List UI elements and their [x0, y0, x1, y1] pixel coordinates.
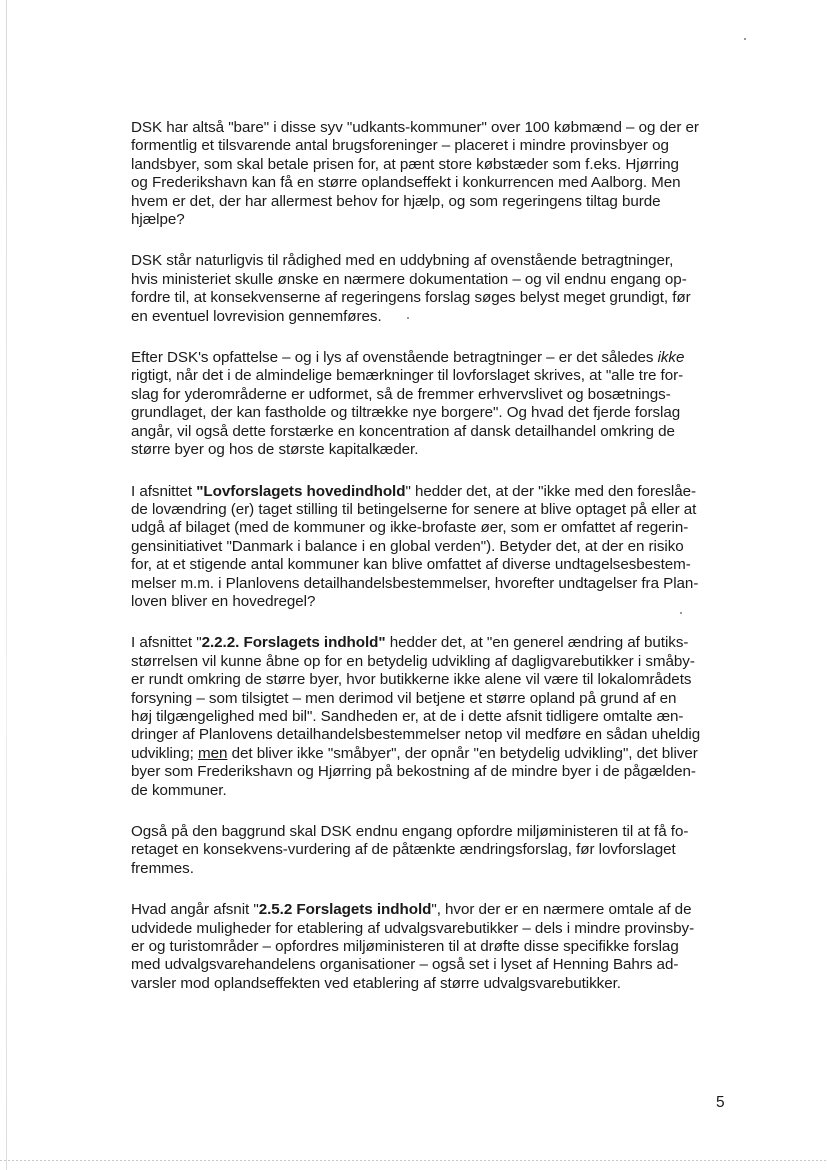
text-line — [131, 860, 743, 878]
text-line — [131, 841, 743, 859]
text-segment: hjælpe? — [131, 211, 185, 229]
text-segment: I afsnittet — [131, 482, 197, 500]
text-line — [131, 708, 743, 726]
scan-speck — [744, 38, 746, 40]
text-segment: for, at et stigende antal kommuner kan blive omfattet af diverse undtagelsesbestem- — [131, 556, 691, 574]
text-line — [131, 634, 743, 652]
text-line — [131, 404, 743, 422]
text-line — [131, 823, 743, 841]
text-line — [131, 137, 743, 155]
text-segment: slag for yderområderne er udformet, så de fremmer erhvervslivet og bosætnings- — [131, 385, 671, 403]
text-segment: de kommuner. — [131, 781, 227, 799]
text-line — [131, 975, 743, 993]
text-segment: dringer af Planlovens detailhandelsbestemmelser netop vil medføre en sådan uheldig — [131, 726, 701, 744]
text-segment: fremmes. — [131, 859, 194, 877]
text-line — [131, 575, 743, 593]
text-line — [131, 745, 743, 763]
text-line — [131, 501, 743, 519]
paragraph — [131, 252, 743, 326]
text-line — [131, 271, 743, 289]
text-segment: varsler mod oplandseffekten ved etablering af større udvalgsvarebutikker. — [131, 974, 621, 992]
text-line — [131, 726, 743, 744]
text-line — [131, 308, 743, 326]
bold-text: "Lovforslagets hovedindhold — [196, 482, 406, 500]
text-line — [131, 119, 743, 137]
scan-left-edge — [6, 0, 7, 1170]
text-line — [131, 556, 743, 574]
text-segment: " hedder det, at der "ikke med den foreslåe- — [405, 482, 697, 500]
paragraph — [131, 483, 743, 612]
text-segment: er rundt omkring de større byer, hvor butikkerne ikke alene vil være til lokalområdets — [131, 671, 692, 689]
text-segment: udgå af bilaget (med de kommuner og ikke-brofaste øer, som er omfattet af regerin- — [131, 519, 689, 537]
bold-text: 2.2.2. Forslagets indhold" — [201, 634, 386, 652]
text-segment: hvem er det, der har allermest behov for hjælp, og som regeringens tiltag burde — [131, 192, 661, 210]
text-segment: landsbyer, som skal betale prisen for, at pænt store købstæder som f.eks. Hjørring — [131, 155, 679, 173]
text-segment: udvidede muligheder for etablering af udvalgsvarebutikker – dels i mindre provinsby- — [131, 919, 695, 937]
text-line — [131, 441, 743, 459]
text-segment: DSK har altså "bare" i disse syv "udkants-kommuner" over 100 købmænd – og der er — [131, 119, 699, 136]
text-segment: loven bliver en hovedregel? — [131, 592, 316, 610]
text-line — [131, 386, 743, 404]
scan-bottom-edge — [0, 1160, 827, 1161]
text-line — [131, 519, 743, 537]
text-line — [131, 901, 743, 919]
text-segment: gensinitiativet "Danmark i balance i en global verden"). Betyder det, at der en risiko — [131, 537, 684, 555]
text-line — [131, 156, 743, 174]
text-segment: hedder det, at "en generel ændring af butiks- — [385, 634, 689, 652]
text-segment: Også på den baggrund skal DSK endnu engang opfordre miljøministeren til at få fo- — [131, 823, 689, 840]
text-line — [131, 938, 743, 956]
text-segment: ", hvor der er en nærmere omtale af de — [431, 901, 692, 919]
text-line — [131, 423, 743, 441]
text-segment: forsyning – som tilsigtet – men derimod vil betjene et større opland på grund af en — [131, 689, 677, 707]
text-line — [131, 653, 743, 671]
text-segment: større byer og hos de største kapitalkæder. — [131, 441, 419, 459]
text-segment: byer som Frederikshavn og Hjørring på bekostning af de mindre byer i de pågælden- — [131, 763, 696, 781]
text-line — [131, 956, 743, 974]
paragraph — [131, 349, 743, 459]
bold-text: 2.5.2 Forslagets indhold — [258, 901, 432, 919]
paragraph — [131, 119, 743, 229]
text-line — [131, 367, 743, 385]
text-line — [131, 483, 743, 501]
text-segment: DSK står naturligvis til rådighed med en uddybning af ovenstående betragtninger, — [131, 252, 674, 270]
underlined-text: men — [198, 744, 228, 762]
paragraph — [131, 634, 743, 800]
text-segment: formentlig et tilsvarende antal brugsforeninger – placeret i mindre provinsbyer og — [131, 137, 669, 155]
text-line — [131, 538, 743, 556]
text-segment: en eventuel lovrevision gennemføres. — [131, 307, 382, 325]
paragraph — [131, 901, 743, 993]
text-line — [131, 193, 743, 211]
paragraph — [131, 823, 743, 878]
text-line — [131, 289, 743, 307]
text-line — [131, 211, 743, 229]
text-segment: størrelsen vil kunne åbne op for en betydelig udvikling af dagligvarebutikker i småby- — [131, 652, 695, 670]
text-segment: retaget en konsekvens-vurdering af de påtænkte ændringsforslag, før lovforslaget — [131, 841, 676, 859]
text-segment: udvikling; — [131, 744, 198, 762]
text-segment: med udvalgsvarehandelens organisationer – også set i lyset af Henning Bahrs ad- — [131, 956, 679, 974]
body-text — [131, 119, 743, 1016]
text-segment: fordre til, at konsekvenserne af regeringens forslag søges belyst meget grundigt, før — [131, 289, 691, 307]
text-segment: Efter DSK's opfattelse – og i lys af ovenstående betragtninger – er det således — [131, 349, 658, 367]
text-line — [131, 174, 743, 192]
italic-text: ikke — [657, 349, 685, 367]
text-segment: angår, vil også dette forstærke en koncentration af dansk detailhandel omkring de — [131, 422, 675, 440]
text-segment: hvis ministeriet skulle ønske en nærmere dokumentation – og vil endnu engang op- — [131, 270, 687, 288]
text-line — [131, 349, 743, 367]
text-segment: de lovændring (er) taget stilling til betingelserne for senere at blive optaget på eller at — [131, 500, 697, 518]
text-line — [131, 920, 743, 938]
text-segment: Hvad angår afsnit " — [131, 901, 259, 919]
text-line — [131, 690, 743, 708]
text-line — [131, 782, 743, 800]
page-number: 5 — [716, 1094, 725, 1111]
text-segment: melser m.m. i Planlovens detailhandelsbestemmelser, hvorefter undtagelser fra Plan- — [131, 574, 699, 592]
text-segment: og Frederikshavn kan få en større oplandseffekt i konkurrencen med Aalborg. Men — [131, 174, 681, 192]
text-segment: det bliver ikke "småbyer", der opnår "en betydelig udvikling", det bliver — [227, 744, 698, 762]
text-line — [131, 593, 743, 611]
text-segment: grundlaget, der kan fastholde og tiltrække nye borgere". Og hvad det fjerde forslag — [131, 404, 681, 422]
text-segment: rigtigt, når det i de almindelige bemærkninger til lovforslaget skrives, at "alle tre for- — [131, 367, 684, 385]
text-segment: høj tilgængelighed med bil". Sandheden er, at de i dette afsnit tidligere omtalte æn- — [131, 707, 684, 725]
text-segment: er og turistområder – opfordres miljøministeren til at drøfte disse specifikke forslag — [131, 938, 679, 956]
text-line — [131, 252, 743, 270]
text-line — [131, 671, 743, 689]
text-segment: I afsnittet " — [131, 634, 202, 652]
text-line — [131, 763, 743, 781]
